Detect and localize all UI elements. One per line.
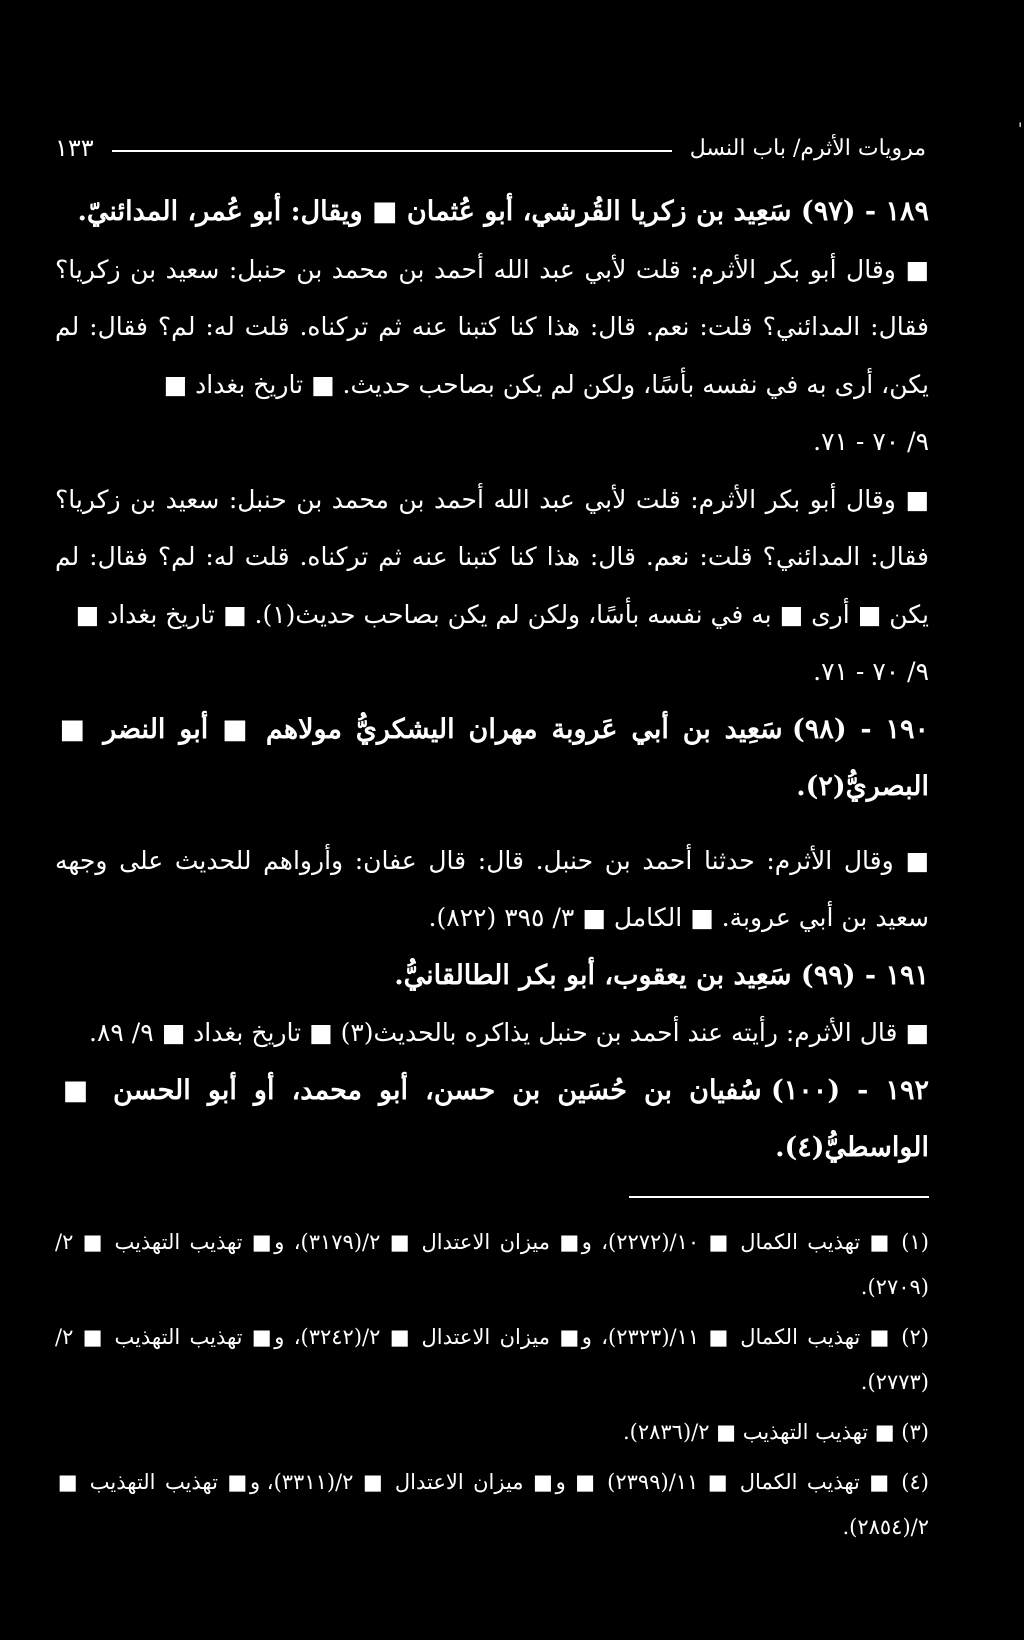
header-title: مرويات الأثرم/ باب النسل [689, 135, 926, 161]
footnote-1: (١) ■ تهذيب الكمال ■ ١٠/(٢٢٧٢)، و■ ميزان الاعتدال ■ ٢/(٣١٧٩)، و■ تهذيب التهذيب ■ ٢/ (٢٧٠٩). [55, 1230, 929, 1299]
running-header [55, 128, 926, 168]
entry-189 [55, 183, 929, 701]
entry-heading: ١٩٠ - (٩٨) سَعِيد بن أبي عَروبة مهران اليشكريُّ مولاهم ■ أبو النضر ■ البصريُّ(٢). [55, 713, 930, 802]
page-number: ١٣٣ [55, 134, 94, 162]
entry-heading: ١٩٢ - (١٠٠) سُفيان بن حُسَين بن حسن، أبو محمد، أو أبو الحسن ■ الواسطيُّ(٤). [55, 1074, 929, 1163]
entry-reference: ٩/ ٧٠ - ٧١. [813, 657, 929, 686]
margin-mark: ' [1018, 119, 1023, 138]
entry-paragraph: ■ وقال أبو بكر الأثرم: قلت لأبي عبد الله أحمد بن محمد بن حنبل: سعيد بن زكريا؟ فقال: المدائني؟ قلت: نعم. قال: هذا كنا كتبنا عنه ثم تركناه. قلت له: لم؟ فقال: لم يكن ■ أرى ■ به في نفسه بأسًا، ولكن لم يكن بصاحب حديث(١). ■ تاريخ بغداد ■ [55, 484, 929, 629]
entry-heading: ١٩١ - (٩٩) سَعِيد بن يعقوب، أبو بكر الطالقانيُّ. [394, 959, 929, 991]
footnotes [55, 1220, 929, 1555]
entry-paragraph: ■ وقال الأثرم: حدثنا أحمد بن حنبل. قال: قال عفان: وأرواهم للحديث على وجهه سعيد بن أبي عروبة. ■ الكامل ■ ٣/ ٣٩٥ (٨٢٢). [55, 845, 929, 932]
footnote-4: (٤) ■ تهذيب الكمال ■ ١١/(٢٣٩٩) ■ و■ ميزان الاعتدال ■ ٢/(٣٣١١)، و■ تهذيب التهذيب ■ ٢/(٢٨٥٤). [55, 1470, 929, 1539]
entry-190 [55, 701, 929, 947]
entry-reference: ٩/ ٧٠ - ٧١. [813, 427, 929, 456]
entry-paragraph: ■ قال الأثرم: رأيته عند أحمد بن حنبل يذاكره بالحديث(٣) ■ تاريخ بغداد ■ ٩/ ٨٩. [89, 1018, 929, 1047]
footnote-3: (٣) ■ تهذيب التهذيب ■ ٢/(٢٨٣٦). [622, 1420, 929, 1444]
header-rule [112, 150, 672, 152]
footnote-2: (٢) ■ تهذيب الكمال ■ ١١/(٢٣٢٣)، و■ ميزان الاعتدال ■ ٢/(٣٢٤٢)، و■ تهذيب التهذيب ■ ٢/ (٢٧٧٣). [55, 1325, 929, 1394]
footnote-rule [629, 1196, 929, 1198]
entry-192 [55, 1062, 929, 1177]
entry-heading: ١٨٩ - (٩٧) سَعِيد بن زكريا القُرشي، أبو عُثمان ■ ويقال: أبو عُمر، المدائنيّ. [77, 196, 929, 227]
main-text [55, 183, 929, 1177]
entry-paragraph: ■ وقال أبو بكر الأثرم: قلت لأبي عبد الله أحمد بن محمد بن حنبل: سعيد بن زكريا؟ فقال: المدائني؟ قلت: نعم. قال: هذا كنا كتبنا عنه ثم تركناه. قلت له: لم؟ فقال: لم يكن، أرى به في نفسه بأسًا، ولكن لم يكن بصاحب حديث. ■ تاريخ بغداد ■ [55, 254, 929, 399]
entry-191 [55, 947, 929, 1062]
